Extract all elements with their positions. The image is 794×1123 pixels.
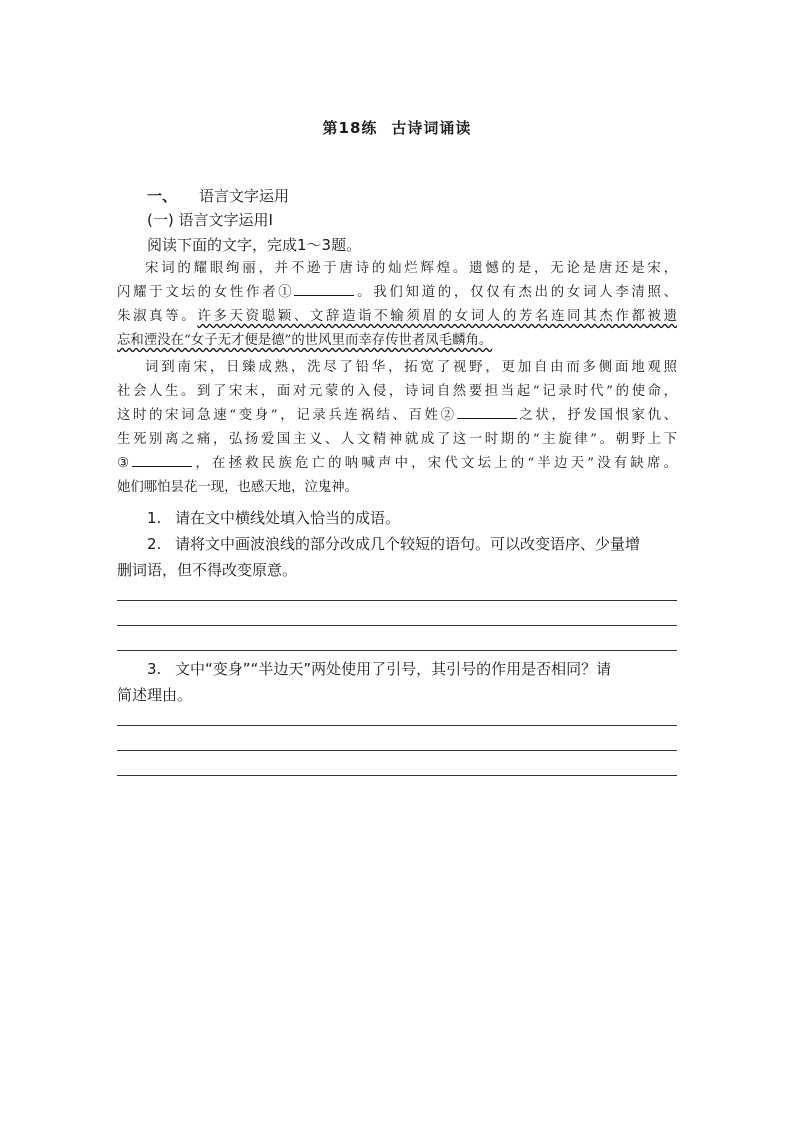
passage-line bbox=[117, 404, 677, 428]
question-3-continued: 简述理由。 bbox=[117, 686, 193, 704]
passage-line bbox=[117, 305, 677, 329]
passage-text: 之状，抒发国恨家仇、 bbox=[516, 408, 677, 423]
answer-line[interactable] bbox=[117, 600, 677, 601]
passage-text: 朱淑真等。 bbox=[117, 309, 198, 324]
section-number: 一、 bbox=[147, 187, 178, 205]
answer-line[interactable] bbox=[117, 725, 677, 726]
wavy-underlined-text: 许多天资聪颖、文辞造诣不输须眉的女词人的芳名连同其杰作都被遗 bbox=[197, 309, 678, 324]
question-text: 文中“变身”“半边天”两处使用了引号，其引号的作用是否相同？请 bbox=[175, 660, 612, 678]
passage-line: 她们哪怕昙花一现，也感天地，泣鬼神。 bbox=[117, 480, 359, 495]
question-2-continued: 删词语，但不得改变原意。 bbox=[117, 561, 298, 579]
lesson-number: 第18练 bbox=[322, 119, 378, 137]
section-label: 语言文字运用 bbox=[199, 187, 290, 205]
passage-text: ③ bbox=[117, 456, 133, 471]
answer-line[interactable] bbox=[117, 775, 677, 776]
fill-blank-2[interactable] bbox=[457, 404, 517, 419]
question-text: 请在文中横线处填入恰当的成语。 bbox=[175, 509, 401, 527]
passage-line: 词到南宋，日臻成熟，洗尽了铅华，拓宽了视野，更加自由而多侧面地观照 bbox=[145, 360, 677, 375]
passage-line bbox=[117, 329, 677, 353]
question-number: 2. bbox=[147, 535, 162, 553]
question-number: 3. bbox=[147, 660, 162, 678]
question-number: 1. bbox=[147, 509, 162, 527]
answer-line[interactable] bbox=[117, 650, 677, 651]
passage-text: 。我们知道的，仅仅有杰出的女词人李清照、 bbox=[354, 285, 678, 300]
passage-text: 闪耀于文坛的女性作者① bbox=[117, 285, 295, 300]
passage-line: 社会人生。到了宋末，面对元蒙的入侵，诗词自然要担当起“记录时代”的使命， bbox=[117, 384, 677, 399]
passage-line: 宋词的耀眼绚丽，并不逊于唐诗的灿烂辉煌。遗憾的是，无论是唐还是宋， bbox=[145, 261, 677, 276]
page-title bbox=[0, 117, 794, 138]
subsection-heading: (一) 语言文字运用Ⅰ bbox=[147, 211, 273, 229]
passage-text: ，在拯救民族危亡的呐喊声中，宋代文坛上的“半边天”没有缺席。 bbox=[192, 456, 677, 471]
question-2 bbox=[117, 531, 677, 557]
question-1 bbox=[117, 505, 677, 531]
section-heading bbox=[147, 185, 289, 206]
wavy-underlined-text: 忘和湮没在“女子无才便是德”的世风里而幸存传世者凤毛麟角。 bbox=[117, 333, 493, 348]
passage-text: 这时的宋词急速“变身”，记录兵连祸结、百姓② bbox=[117, 408, 457, 423]
passage-line: 生死别离之痛，弘扬爱国主义、人文精神就成了这一时期的“主旋律”。朝野上下 bbox=[117, 432, 677, 447]
question-text: 请将文中画波浪线的部分改成几个较短的语句。可以改变语序、少量增 bbox=[175, 535, 641, 553]
reading-instruction: 阅读下面的文字，完成1～3题。 bbox=[147, 236, 362, 254]
lesson-topic: 古诗词诵读 bbox=[391, 119, 472, 137]
passage-line bbox=[117, 281, 677, 305]
answer-line[interactable] bbox=[117, 625, 677, 626]
question-3 bbox=[117, 656, 677, 682]
fill-blank-3[interactable] bbox=[132, 452, 192, 467]
fill-blank-1[interactable] bbox=[294, 281, 354, 296]
passage-line bbox=[117, 452, 677, 476]
answer-line[interactable] bbox=[117, 750, 677, 751]
